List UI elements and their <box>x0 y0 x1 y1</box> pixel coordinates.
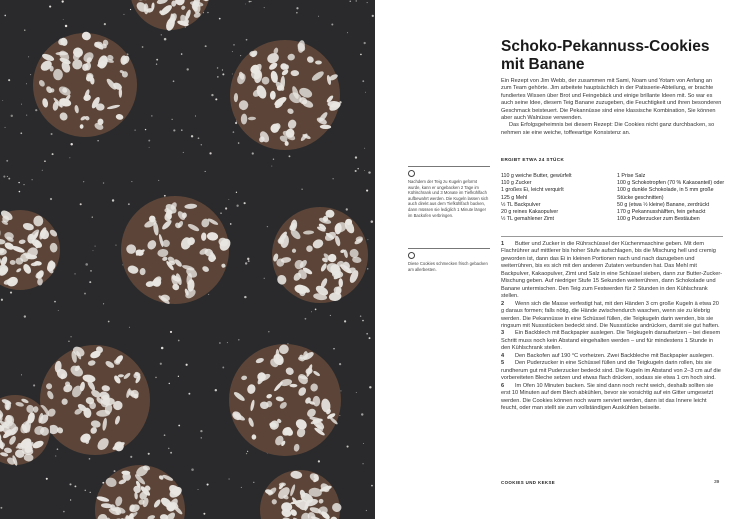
recipe-step <box>501 353 723 360</box>
intro-paragraph: Das Erfolgsgeheimnis bei diesem Rezept: Die Cookies nicht ganz durchbacken, so nehmen sie eine weiche, toffeeartige Konsistenz an. <box>501 122 715 136</box>
cookie <box>33 30 137 137</box>
section-divider <box>501 236 723 237</box>
step-text: Ein Backblech mit Backpapier auslegen. Die Teigkugeln daraufsetzen – bei diesem Schritt muss noch kein Abstand eingehalten werden – und für mindestens 1 Stunde in den Kühlschrank stellen. <box>501 330 721 352</box>
ingredients-right <box>617 173 727 223</box>
cookie <box>95 464 185 519</box>
cookie <box>121 196 233 305</box>
step-number: 2 <box>501 300 505 307</box>
step-number: 1 <box>501 241 505 247</box>
recipe-step <box>501 301 723 331</box>
clock-icon <box>408 170 415 177</box>
step-number: 5 <box>501 360 505 367</box>
recipe-step <box>501 383 723 413</box>
info-icon <box>408 252 415 259</box>
recipe-step <box>501 330 723 352</box>
cookie <box>130 0 213 32</box>
sidebar-tip <box>408 170 490 218</box>
step-number: 4 <box>501 352 505 359</box>
ingredient: 100 g Schokotropfen (70 % Kakaoanteil) oder 100 g dunkle Schokolade, in 5 mm große Stücke geschnitten) <box>617 180 725 201</box>
intro-paragraph: Ein Rezept von Jim Webb, der zusammen mit Sami, Noam und Yotam von Anfang an zum Team gehörte. Jim arbeitete hauptsächlich in der Patisserie-Abteilung, er brachte fundiertes Wissen über Brot und Feingebäck und einige brillante Ideen mit. So war es auch seine Idee, diesem Teig Banane zuzugeben, die Feuchtigkeit und ihren besonderen Geschmack beisteuert. Die Pekannüsse sind eine klassische Kombination, Sie können aber auch Walnüsse verwenden. <box>501 78 722 122</box>
recipe-intro <box>501 78 723 137</box>
step-text: Im Ofen 10 Minuten backen. Sie sind dann noch recht weich, deshalb sollten sie erst 10 Minuten auf dem Blech abkühlen, bevor sie vorsichtig auf ein Gitter umgesetzt werden. Die Cookies können noch warm serviert werden, dann ist das Innere leicht feucht, oder man stellt sie zum vollständigen Auskühlen beiseite. <box>501 382 714 411</box>
step-text: Den Puderzucker in eine Schüssel füllen und die Teigkugeln darin rollen, bis sie rundherum gut mit Puderzucker bedeckt sind. Die Kugeln im Abstand von 2–3 cm auf die vorbereiteten Bleche setzen und etwas flach drücken, sodass sie etwa 1 cm hoch sind. <box>501 360 721 382</box>
ingredient: ½ TL gemahlener Zimt <box>501 216 554 223</box>
ingredient: 1 großes Ei, leicht verquirlt <box>501 187 564 194</box>
cookie <box>230 40 342 150</box>
cookie <box>38 345 150 455</box>
sidebar-rule <box>408 248 490 249</box>
sidebar-tip-text: Nachdem der Teig zu Kugeln geformt wurde, kann er ungebacken 2 Tage im Kühlschrank und 3 Monate im Tiefkühlfach aufbewahrt werden. Die Kugeln lassen sich auch direkt aus dem Tiefkühlfach backen, dann müssen sie lediglich 1 Minute länger im Backofen verbringen. <box>408 179 489 218</box>
ingredient: 110 g weiche Butter, gewürfelt <box>501 173 572 179</box>
ingredient: 1 Prise Salz <box>617 173 646 179</box>
ingredient: 170 g Pekannusshälften, fein gehackt <box>617 209 706 216</box>
recipe-yield: ERGIBT ETWA 24 STÜCK <box>501 157 565 162</box>
recipe-steps <box>501 241 723 412</box>
ingredient: 125 g Mehl <box>501 194 528 201</box>
cookie <box>260 470 342 519</box>
step-text: Den Backofen auf 190 °C vorheizen. Zwei Backbleche mit Backpapier auslegen. <box>515 352 714 359</box>
step-number: 3 <box>501 330 505 337</box>
recipe-page <box>375 0 750 519</box>
ingredients-left <box>501 173 609 223</box>
recipe-step <box>501 360 723 382</box>
cookie <box>0 209 60 290</box>
ingredient: 20 g reines Kakaopulver <box>501 209 559 216</box>
recipe-step <box>501 241 723 301</box>
step-text: Butter und Zucker in die Rührschüssel der Küchenmaschine geben. Mit dem Flachrührer auf mittlerer bis hoher Stufe aufschlagen, bis die Mischung hell und cremig geworden ist, dann das Ei in kleinen Portionen nach und nach dazugeben und weiterrühren, bis es sich mit den anderen Zutaten verbunden hat. Das Mehl mit Backpulver, Kakaopulver, Zimt und Salz in eine Schüssel sieben, dann zur Butter-Zucker-Mischung geben. Auf niedriger Stufe 15 Sekunden weiterrühren, dann Schokolade und Banane untermischen. Den Teig zum Festwerden für 2 Stunden in den Kühlschrank stellen. <box>501 241 723 300</box>
page-number: 39 <box>714 480 720 485</box>
ingredient: ½ TL Backpulver <box>501 201 541 208</box>
sidebar-tip-text: Diese Cookies schmecken frisch gebacken am allerbesten. <box>408 261 488 272</box>
sidebar-tip <box>408 248 490 272</box>
ingredient: 100 g Puderzucker zum Bestäuben <box>617 216 700 223</box>
cookie <box>272 207 368 303</box>
section-footer: COOKIES UND KEKSE <box>501 480 556 485</box>
step-text: Wenn sich die Masse verfestigt hat, mit den Händen 3 cm große Kugeln à etwa 20 g daraus formen; falls nötig, die Hände zwischendurch waschen, wenn sie zu klebrig werden. Die Pekannüsse in eine Schüssel füllen, die Teigkugeln darin wenden, bis sie ringsum mit Nussstücken bedeckt sind. Die Nussstücke andrücken, damit sie gut haften. <box>501 300 720 329</box>
ingredient: 50 g (etwa ½ kleine) Banane, zerdrückt <box>617 201 710 208</box>
step-number: 6 <box>501 382 505 389</box>
ingredient: 110 g Zucker <box>501 180 532 187</box>
recipe-title: Schoko-Pekannuss-Cookies mit Banane <box>501 38 710 73</box>
sidebar-rule <box>408 166 490 167</box>
cookie <box>229 343 341 456</box>
